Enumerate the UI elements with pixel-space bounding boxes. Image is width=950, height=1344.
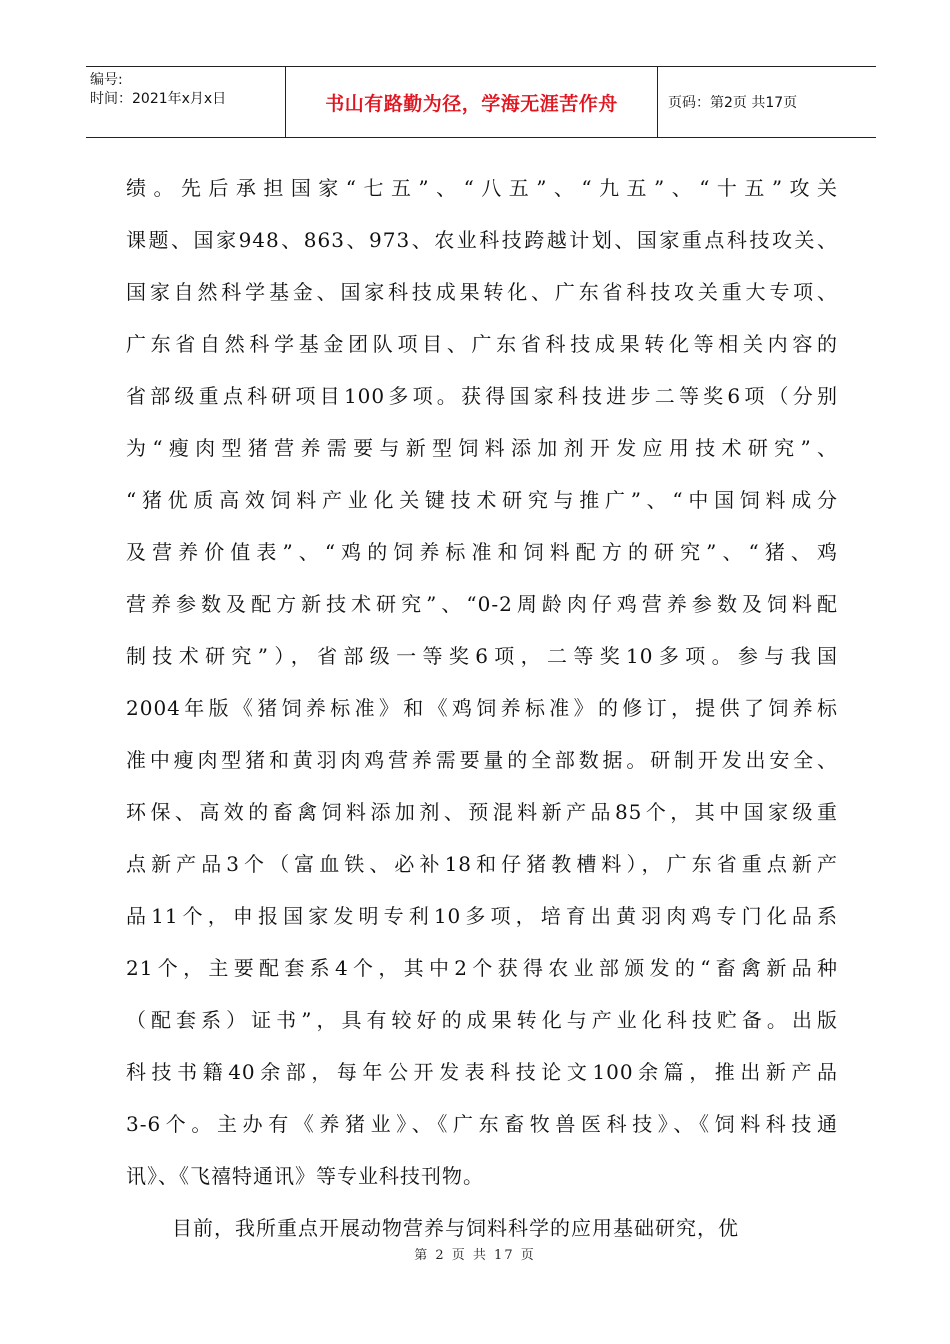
text-line: 环保、高效的畜禽饲料添加剂、预混料新产品85个，其中国家级重 <box>126 800 838 824</box>
text-line: 国家自然科学基金、国家科技成果转化、广东省科技攻关重大专项、 <box>126 280 838 304</box>
text-line: 21个，主要配套系4个，其中2个获得农业部颁发的“畜禽新品种 <box>126 956 838 980</box>
text-line: 广东省自然科学基金团队项目、广东省科技成果转化等相关内容的 <box>126 332 838 356</box>
page-footer: 第 2 页 共 17 页 <box>414 1248 536 1263</box>
text-line: 品11个，申报国家发明专利10多项，培育出黄羽肉鸡专门化品系 <box>126 904 838 928</box>
text-line: 及营养价值表”、“鸡的饲养标准和饲料配方的研究”、“猪、鸡 <box>126 540 838 564</box>
document-body <box>126 162 838 1254</box>
text-line: 讯》、《飞禧特通讯》等专业科技刊物。 <box>126 1164 484 1188</box>
text-line: （配套系）证书”，具有较好的成果转化与产业化科技贮备。出版 <box>126 1008 838 1032</box>
page-header <box>86 66 876 138</box>
header-motto <box>286 67 658 137</box>
text-line: “猪优质高效饲料产业化关键技术研究与推广”、“中国饲料成分 <box>126 488 838 512</box>
text-line: 课题、国家948、863、973、农业科技跨越计划、国家重点科技攻关、 <box>126 228 838 252</box>
date-label: 时间：2021年x月x日 <box>90 91 227 107</box>
motto-text: 书山有路勤为径，学海无涯苦作舟 <box>325 92 618 115</box>
text-line: 营养参数及配方新技术研究”、“0-2周龄肉仔鸡营养参数及饲料配 <box>126 592 838 616</box>
text-line: 省部级重点科研项目100多项。获得国家科技进步二等奖6项（分别 <box>126 384 838 408</box>
text-line: 点新产品3个（富血铁、必补18和仔猪教槽料），广东省重点新产 <box>126 852 838 876</box>
paragraph-start: 目前，我所重点开展动物营养与饲料科学的应用基础研究，优 <box>172 1216 739 1240</box>
header-page-info: 页码：第2页 共17页 <box>668 95 798 111</box>
text-line: 绩。先后承担国家“七五”、“八五”、“九五”、“十五”攻关 <box>126 176 838 200</box>
number-label: 编号: <box>90 72 123 88</box>
header-meta <box>86 67 286 137</box>
text-line: 科技书籍40余部，每年公开发表科技论文100余篇，推出新产品 <box>126 1060 838 1084</box>
text-line: 为“瘦肉型猪营养需要与新型饲料添加剂开发应用技术研究”、 <box>126 436 838 460</box>
text-line: 制技术研究”），省部级一等奖6项，二等奖10多项。参与我国 <box>126 644 838 668</box>
text-line: 3-6个。主办有《养猪业》、《广东畜牧兽医科技》、《饲料科技通 <box>126 1112 838 1136</box>
text-line: 2004年版《猪饲养标准》和《鸡饲养标准》的修订，提供了饲养标 <box>126 696 838 720</box>
text-line: 准中瘦肉型猪和黄羽肉鸡营养需要量的全部数据。研制开发出安全、 <box>126 748 838 772</box>
